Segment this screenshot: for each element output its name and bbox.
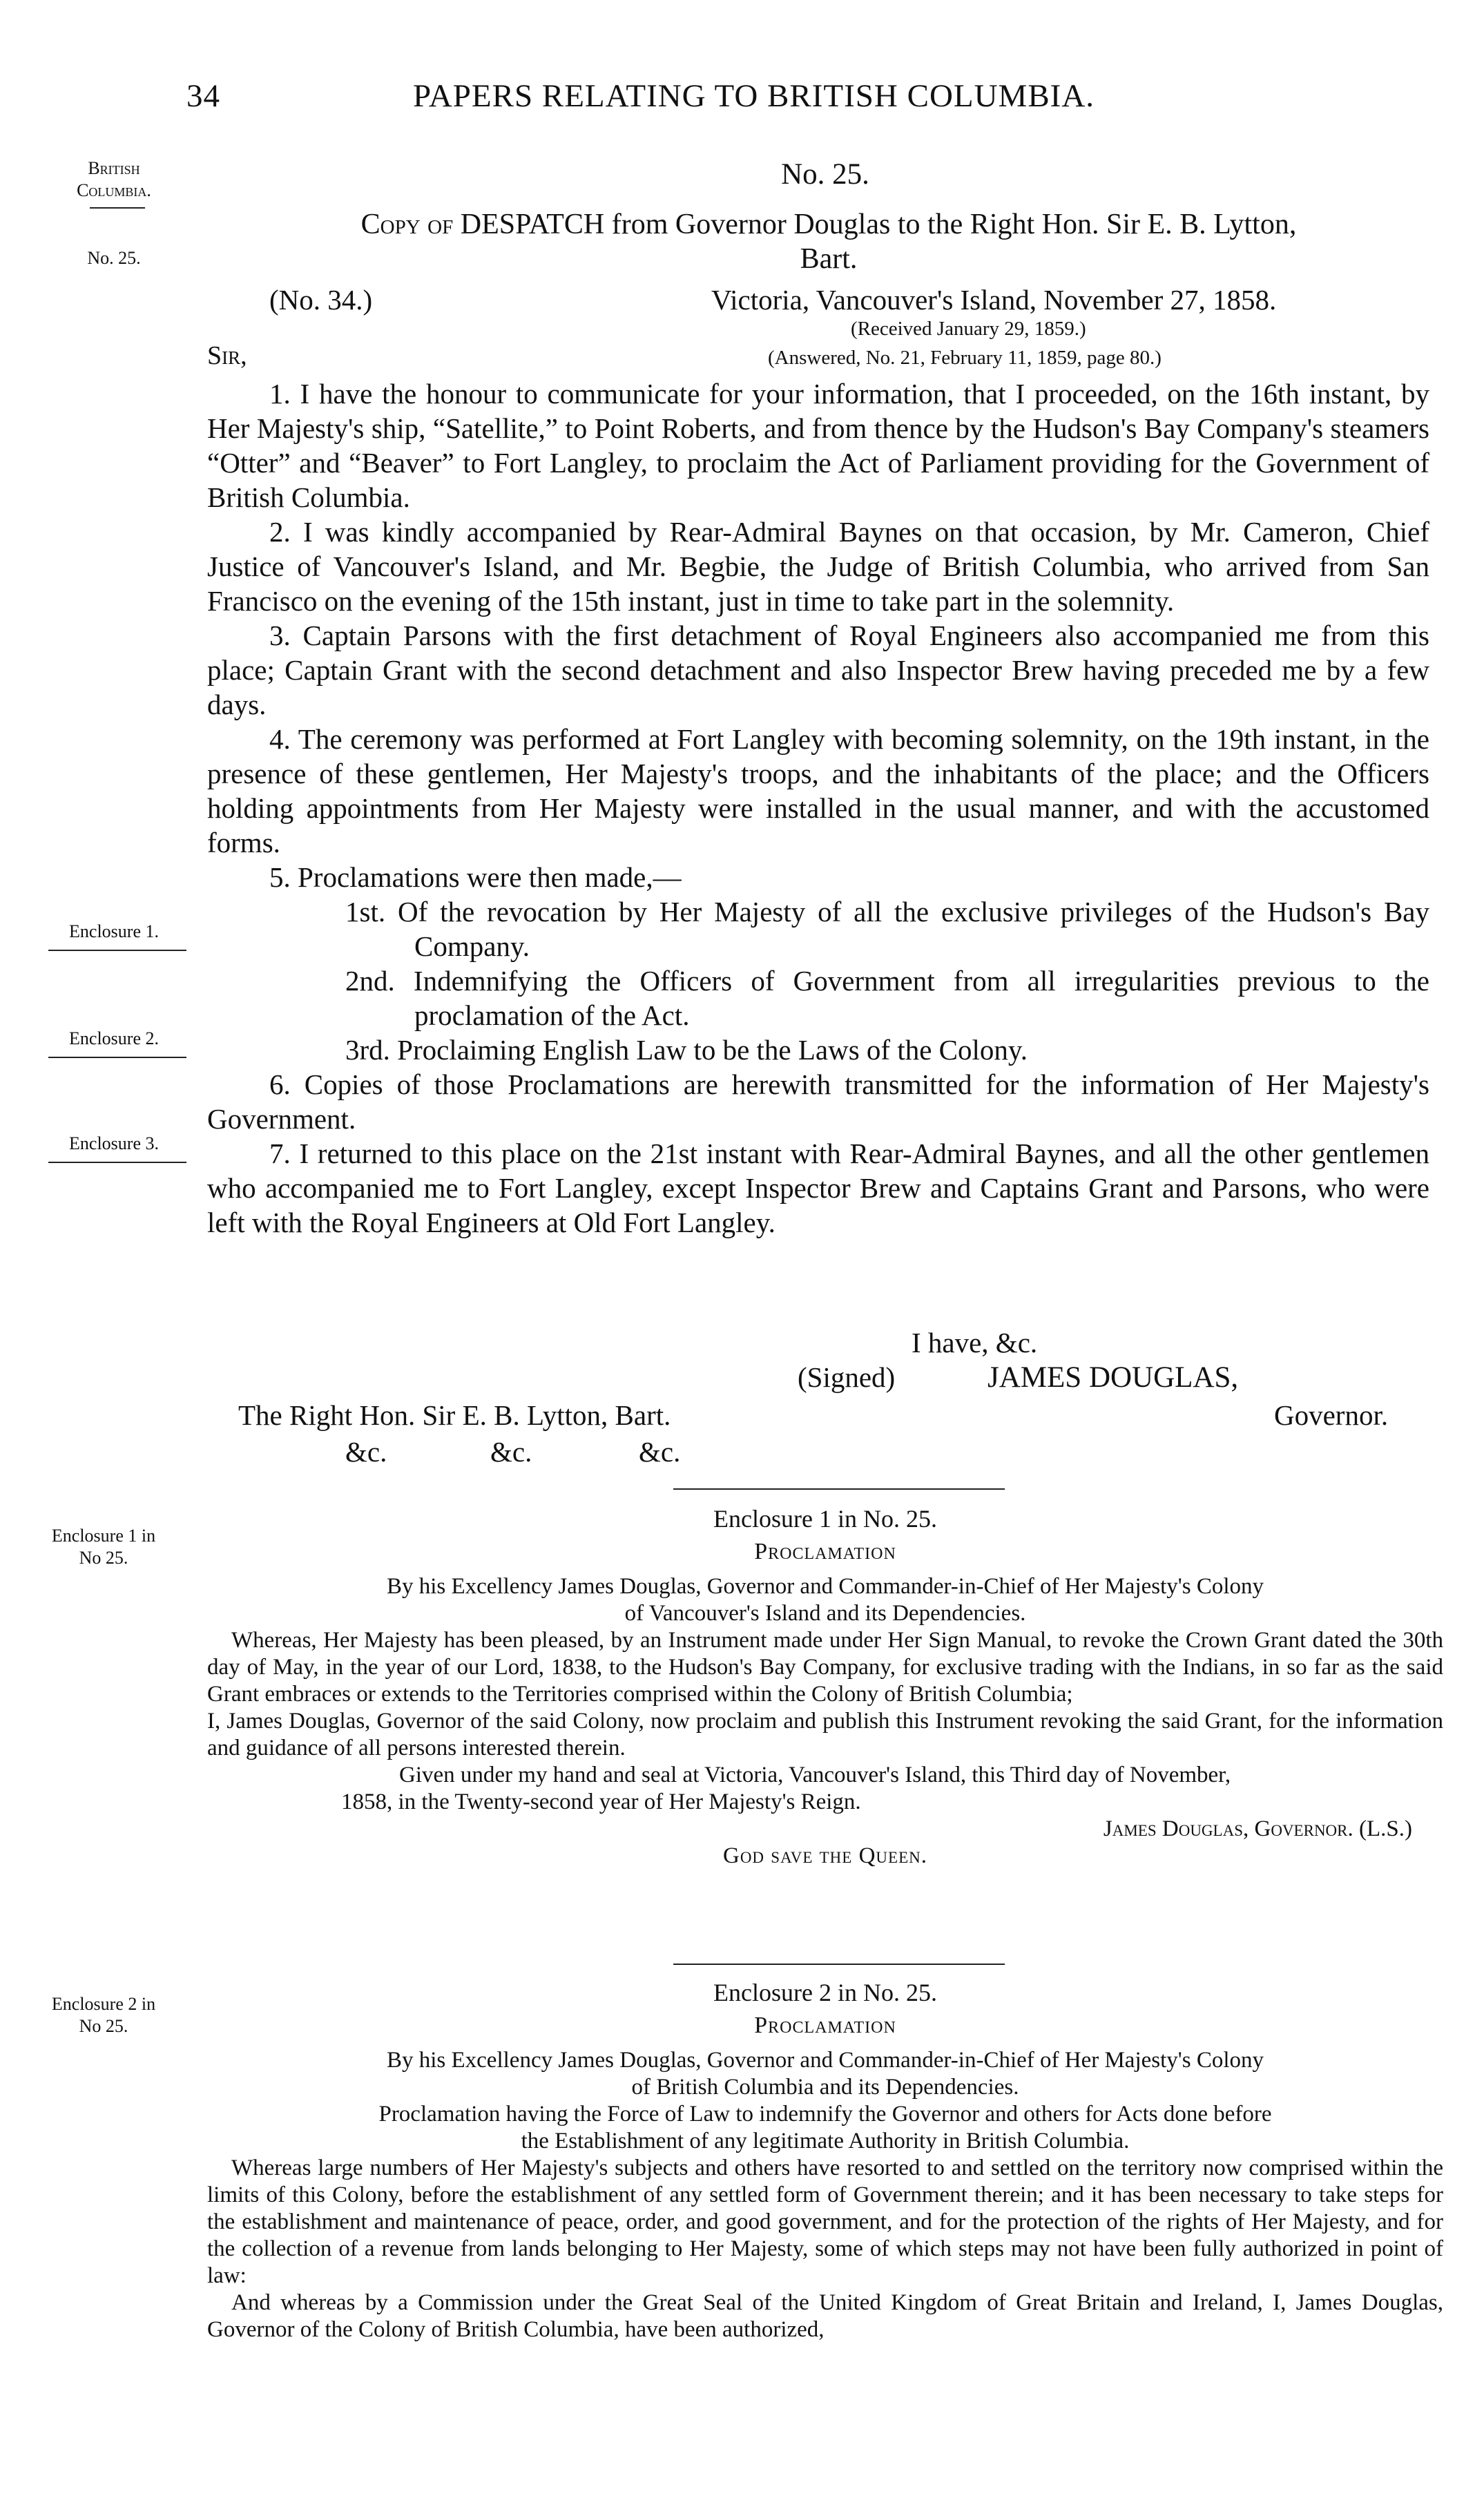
enclosure-1-paragraph-2: I, James Douglas, Governor of the said Colony, now proclaim and publish this Instrument revoking the said Grant, for the information and guidance of all persons interested therein.	[207, 1709, 1443, 1760]
paragraph-5: 5. Proclamations were then made,—	[269, 861, 682, 893]
enclosure-2-title-line-1: Proclamation having the Force of Law to indemnify the Governor and others for Acts done before	[378, 2102, 1272, 2127]
enclosure-1-given-line-2: 1858, in the Twenty-second year of Her Majesty's Reign.	[341, 1789, 861, 1814]
margin-colony-no: No. 25.	[87, 248, 141, 268]
margin-colony-line2: Columbia.	[77, 180, 151, 200]
running-title: PAPERS RELATING TO BRITISH COLUMBIA.	[413, 78, 1095, 114]
enclosure-2-paragraph-2: And whereas by a Commission under the Great Seal of the United Kingdom of Great Britain and Ireland, I, James Douglas, Governor of the Colony of British Columbia, have been authorized,	[207, 2290, 1443, 2342]
paragraph-6: 6. Copies of those Proclamations are herewith transmitted for the information of Her Majesty's Government.	[207, 1068, 1429, 1135]
despatch-place-date: Victoria, Vancouver's Island, November 27, 1858.	[711, 284, 1277, 316]
paragraph-2: 2. I was kindly accompanied by Rear-Admiral Baynes on that occasion, by Mr. Cameron, Chief Justice of Vancouver's Island, and Mr. Begbie, the Judge of British Columbia, who arrived from San Francisco on the evening of the 15th instant, just in time to take part in the solemnity.	[207, 516, 1429, 617]
margin-colony-line1: British	[88, 158, 140, 178]
margin-enclosure-2-in	[28, 1993, 180, 2037]
enclosure-2-type: Proclamation	[754, 2013, 896, 2038]
enclosure-2-paragraph-1: Whereas large numbers of Her Majesty's subjects and others have resorted to and settled on the territory now comprised within the limits of this Colony, before the establishment of any settled form of Government therein; and it has been necessary to take steps for the establishment and maintenance of peace, order, and good government, and for the protection of the rights of Her Majesty, and for the collection of a revenue from lands belonging to Her Majesty, some of which steps may not have been fully authorized in point of law:	[207, 2156, 1443, 2288]
margin-enclosure-1-in	[28, 1525, 180, 1569]
enclosure-1-paragraph-1: Whereas, Her Majesty has been pleased, by an Instrument made under Her Sign Manual, to revoke the Crown Grant dated the 30th day of May, in the year of our Lord, 1838, to the Hudson's Bay Company, for exclusive trading with the Indians, in so far as the said Grant embraces or extends to the Territories comprised within the Colony of British Columbia;	[207, 1628, 1443, 1707]
enclosure-2-by-line-2: of British Columbia and its Dependencies.	[631, 2075, 1019, 2100]
enclosure-1-god-save: God save the Queen.	[722, 1843, 927, 1868]
despatch-body	[207, 376, 1429, 1240]
enclosure-1-given-line-1: Given under my hand and seal at Victoria, Vancouver's Island, this Third day of November,	[399, 1763, 1231, 1787]
margin-colony	[41, 157, 186, 202]
margin-enclosure-2: Enclosure 2.	[69, 1028, 159, 1048]
despatch-received: (Received January 29, 1859.)	[851, 318, 1086, 340]
despatch-number: No. 25.	[781, 158, 869, 191]
enclosure-1-body	[207, 1573, 1443, 1870]
margin-enclosure-1-in-line1: Enclosure 1 in	[51, 1526, 156, 1546]
despatch-signed: (Signed)	[798, 1361, 896, 1393]
paragraph-4: 4. The ceremony was performed at Fort Langley with becoming solemnity, on the 19th instant, in the presence of these gentlemen, Her Majesty's troops, and the inhabitants of the place; and the Officers holding appointments from Her Majesty were installed in the usual manner, and with the accustomed forms.	[207, 723, 1429, 858]
despatch-salutation: Sir,	[207, 341, 247, 370]
paragraph-5-item-2: 2nd. Indemnifying the Officers of Government from all irregularities previous to the proclamation of the Act.	[345, 965, 1429, 1031]
enclosure-2-by-line-1: By his Excellency James Douglas, Governor and Commander-in-Chief of Her Majesty's Colony	[386, 2048, 1264, 2073]
despatch-closing: I have, &c.	[912, 1327, 1038, 1359]
page-number: 34	[186, 78, 220, 114]
paragraph-5-item-1: 1st. Of the revocation by Her Majesty of all the exclusive privileges of the Hudson's Bay Company.	[345, 896, 1429, 962]
enclosure-1-by-line-1: By his Excellency James Douglas, Governor and Commander-in-Chief of Her Majesty's Colony	[386, 1574, 1264, 1599]
enclosure-1-type: Proclamation	[754, 1539, 896, 1564]
despatch-title-copy: Copy of	[360, 209, 454, 240]
margin-enclosure-1-in-line2: No 25.	[79, 1548, 128, 1568]
despatch-ref: (No. 34.)	[269, 284, 373, 316]
enclosure-1-heading: Enclosure 1 in No. 25.	[713, 1505, 937, 1533]
despatch-title-bart: Bart.	[800, 243, 858, 275]
enclosure-1-by-line-2: of Vancouver's Island and its Dependencies.	[624, 1601, 1026, 1626]
margin-rule-enc1	[48, 950, 186, 951]
enclosure-1-signature: James Douglas, Governor. (L.S.)	[1103, 1816, 1412, 1841]
enclosure-2-heading: Enclosure 2 in No. 25.	[713, 1979, 937, 2006]
enclosure-2-title-line-2: the Establishment of any legitimate Authority in British Columbia.	[521, 2129, 1130, 2153]
despatch-addressee: The Right Hon. Sir E. B. Lytton, Bart.	[238, 1399, 671, 1431]
paragraph-1: 1. I have the honour to communicate for your information, that I proceeded, on the 16th instant, by Her Majesty's ship, “Satellite,” to Point Roberts, and from thence by the Hudson's Bay Company's steamers “Otter” and “Beaver” to Fort Langley, to proclaim the Act of Parliament providing for the Government of British Columbia.	[207, 378, 1429, 513]
paragraph-7: 7. I returned to this place on the 21st instant with Rear-Admiral Baynes, and all the other gentlemen who accompanied me to Fort Langley, except Inspector Brew and Captains Grant and Parsons, who were left with the Royal Engineers at Old Fort Langley.	[207, 1138, 1429, 1238]
margin-enclosure-1: Enclosure 1.	[69, 921, 159, 941]
margin-divider	[90, 207, 145, 209]
paragraph-5-item-3: 3rd. Proclaiming English Law to be the Laws of the Colony.	[345, 1034, 1028, 1066]
margin-rule-enc2	[48, 1057, 186, 1058]
margin-enclosure-2-in-line2: No 25.	[79, 2016, 128, 2036]
enclosure-2-rule	[673, 1964, 1005, 1965]
despatch-signer-title: Governor.	[1274, 1399, 1389, 1431]
margin-enclosure-2-in-line1: Enclosure 2 in	[51, 1994, 156, 2014]
margin-enclosure-3: Enclosure 3.	[69, 1133, 159, 1153]
despatch-signer: JAMES DOUGLAS,	[987, 1361, 1239, 1394]
paragraph-3: 3. Captain Parsons with the first detachment of Royal Engineers also accompanied me from this place; Captain Grant with the second detachment and also Inspector Brew having preceded me by a few days.	[207, 620, 1429, 720]
despatch-etc-2: &c.	[490, 1436, 532, 1468]
despatch-title	[207, 207, 1450, 276]
despatch-answered: (Answered, No. 21, February 11, 1859, page 80.)	[768, 347, 1162, 369]
enclosure-1-rule	[673, 1488, 1005, 1490]
margin-rule-enc3	[48, 1162, 186, 1163]
despatch-etc-1: &c.	[345, 1436, 387, 1468]
despatch-title-main: DESPATCH from Governor Douglas to the Right Hon. Sir E. B. Lytton,	[460, 209, 1297, 240]
despatch-etc-3: &c.	[639, 1436, 681, 1468]
enclosure-2-body	[207, 2047, 1443, 2343]
